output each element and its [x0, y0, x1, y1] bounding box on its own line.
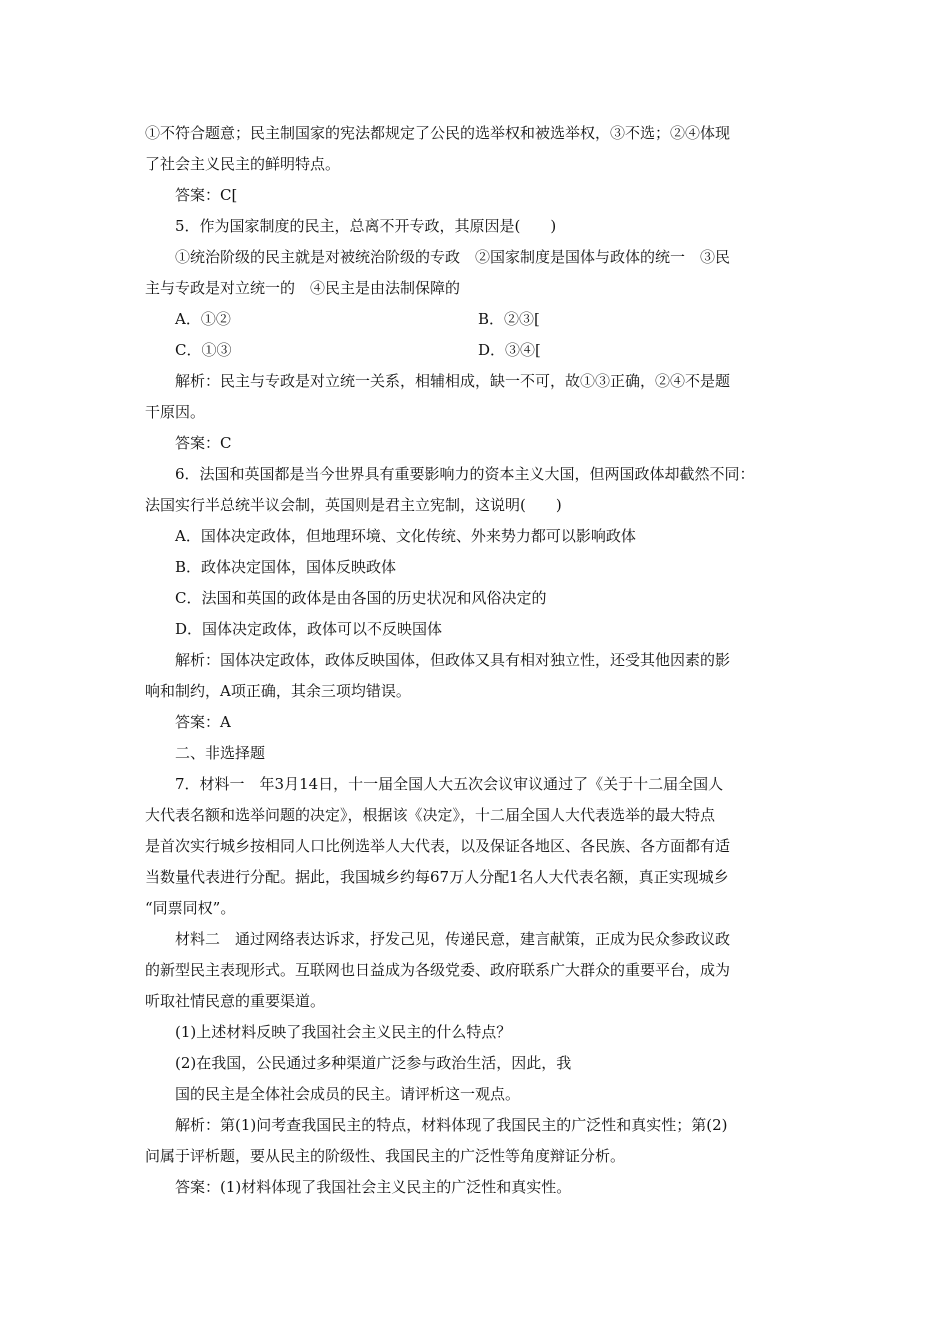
- question-7: 大代表名额和选举问题的决定》，根据该《决定》，十二届全国人大代表选举的最大特点: [145, 806, 716, 824]
- question-6: 6．法国和英国都是当今世界具有重要影响力的资本主义大国，但两国政体却截然不同：: [175, 465, 755, 483]
- question-5-statements: ①统治阶级的民主就是对被统治阶级的专政 ②国家制度是国体与政体的统一 ③民: [175, 248, 731, 266]
- answer-line: 答案：C[: [175, 186, 238, 204]
- explanation-line: 解析：第(1)问考查我国民主的特点，材料体现了我国民主的广泛性和真实性；第(2): [175, 1116, 728, 1134]
- option-c: C．法国和英国的政体是由各国的历史状况和风俗决定的: [175, 589, 547, 607]
- material-2: 材料二 通过网络表达诉求，抒发己见，传递民意，建言献策，正成为民众参政议政: [175, 930, 731, 948]
- section-heading: 二、非选择题: [175, 744, 266, 762]
- answer-line: 答案：C: [175, 434, 232, 452]
- question-5: 5．作为国家制度的民主，总离不开专政，其原因是( ): [175, 217, 557, 235]
- option-c: C．①③: [175, 341, 232, 359]
- sub-question-1: (1)上述材料反映了我国社会主义民主的什么特点？: [175, 1023, 512, 1041]
- question-7: 是首次实行城乡按相同人口比例选举人大代表，以及保证各地区、各民族、各方面都有适: [145, 837, 731, 855]
- question-6: 法国实行半总统半议会制，英国则是君主立宪制，这说明( ): [145, 496, 562, 514]
- sub-question-2: 国的民主是全体社会成员的民主。请评析这一观点。: [175, 1085, 521, 1103]
- text-line: 了社会主义民主的鲜明特点。: [145, 155, 341, 173]
- question-7: “同票同权”。: [145, 899, 236, 917]
- option-b: B．②③[: [478, 310, 540, 328]
- text-line: ①不符合题意；民主制国家的宪法都规定了公民的选举权和被选举权，③不选；②④体现: [145, 124, 731, 142]
- explanation-line: 问属于评析题，要从民主的阶级性、我国民主的广泛性等角度辩证分析。: [145, 1147, 626, 1165]
- option-d: D．③④[: [478, 341, 541, 359]
- option-a: A．国体决定政体，但地理环境、文化传统、外来势力都可以影响政体: [175, 527, 636, 545]
- answer-line: 答案：A: [175, 713, 231, 731]
- question-7: 当数量代表进行分配。据此，我国城乡约每67万人分配1名人大代表名额，真正实现城乡: [145, 868, 729, 886]
- answer-line: 答案：(1)材料体现了我国社会主义民主的广泛性和真实性。: [175, 1178, 572, 1196]
- explanation-line: 干原因。: [145, 403, 206, 421]
- question-5-statements: 主与专政是对立统一的 ④民主是由法制保障的: [145, 279, 461, 297]
- material-2: 的新型民主表现形式。互联网也日益成为各级党委、政府联系广大群众的重要平台，成为: [145, 961, 731, 979]
- explanation-line: 解析：国体决定政体，政体反映国体，但政体又具有相对独立性，还受其他因素的影: [175, 651, 731, 669]
- option-b: B．政体决定国体，国体反映政体: [175, 558, 397, 576]
- sub-question-2: (2)在我国，公民通过多种渠道广泛参与政治生活，因此，我: [175, 1054, 572, 1072]
- question-7: 7．材料一 年3月14日，十一届全国人大五次会议审议通过了《关于十二届全国人: [175, 775, 724, 793]
- option-d: D．国体决定政体，政体可以不反映国体: [175, 620, 443, 638]
- option-a: A．①②: [175, 310, 231, 328]
- explanation-line: 解析：民主与专政是对立统一关系，相辅相成，缺一不可，故①③正确，②④不是题: [175, 372, 731, 390]
- explanation-line: 响和制约，A项正确，其余三项均错误。: [145, 682, 411, 700]
- material-2: 听取社情民意的重要渠道。: [145, 992, 326, 1010]
